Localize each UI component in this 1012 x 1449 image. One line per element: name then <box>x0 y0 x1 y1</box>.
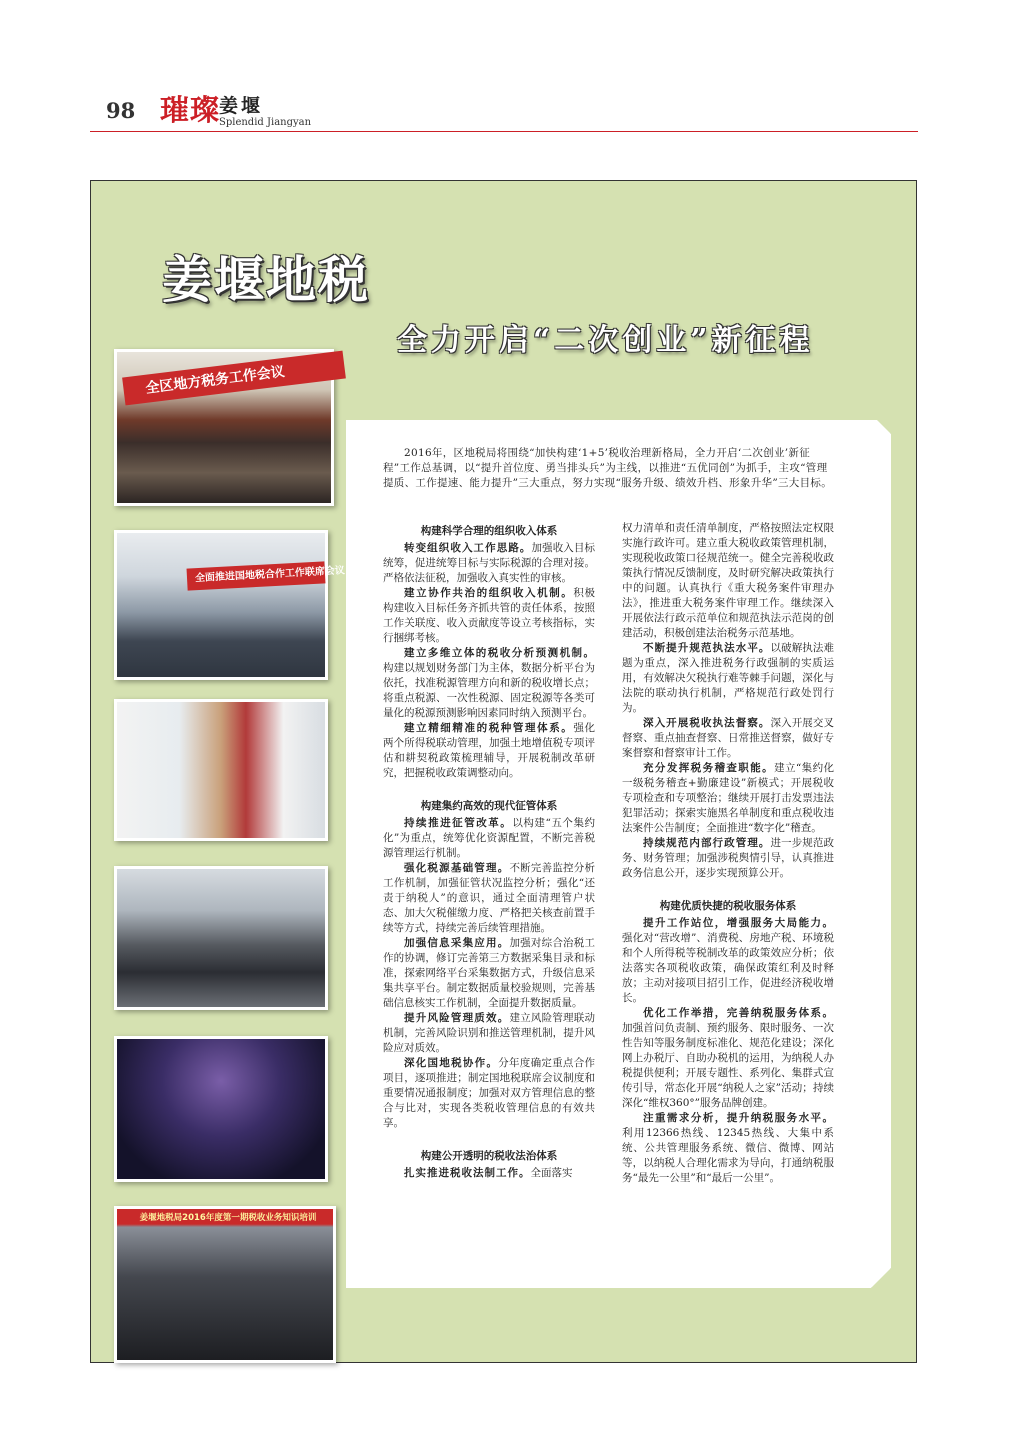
paragraph-text: 不断完善监控分析工作机制，加强征管状况监控分析；强化“还责于纳税人”的意识，通过全面清理管户状态、加大欠税催缴力度、严格把关核查前置手续等方式，持续完善后续管理措施。 <box>383 862 595 934</box>
article-subtitle: 全力开启“二次创业”新征程 <box>397 323 814 358</box>
paragraph <box>622 641 834 716</box>
header-rule <box>90 131 918 132</box>
photo-stage-event <box>114 1036 328 1182</box>
section-heading: 构建科学合理的组织收入体系 <box>420 525 558 537</box>
article-intro: 2016年，区地税局将围绕“加快构建‘1+5’税收治理新格局，全力开启‘二次创业’新征程”工作总基调，以“提升首位度、勇当排头兵”为主线，以推进“五优同创”为抓手，主攻“管理提质、工作提速、能力提升”三大重点，努力实现“服务升级、绩效升档、形象升华”三大目标。 <box>383 447 833 489</box>
paragraph-text: 全面落实 <box>530 1167 573 1179</box>
paragraph-lead: 扎实推进税收法制工作。 <box>404 1167 531 1179</box>
page-number: 98 <box>106 98 136 123</box>
photo-training-session <box>114 1206 336 1363</box>
paragraph-text: 深入开展交叉督察、重点抽查督察、日常推送督察，做好专案督察和督察审计工作。 <box>622 717 834 759</box>
article-column-2 <box>622 521 834 1186</box>
paragraph-text: 分年度确定重点合作项目，逐项推进；制定国地税联席会议制度和重要情况通报制度；加强对双方管理信息的整合与比对，实现各类税收管理信息的有效共享。 <box>383 1057 595 1129</box>
paragraph <box>383 861 595 936</box>
section-heading: 构建集约高效的现代征管体系 <box>420 800 558 812</box>
paragraph <box>383 816 595 861</box>
paragraph: 权力清单和责任清单制度，严格按照法定权限实施行政许可。建立重大税收政策管理机制，实现税收政策口径规范统一。健全完善税收政策执行情况反馈制度，及时研究解决政策执行中的问题。认真执行《重大税务案件审理办法》，推进重大税务案件审理工作。继续深入开展依法行政示范单位和规范执法示范岗的创建活动，积极创建法治税务示范基地。 <box>622 522 834 639</box>
paragraph <box>622 1006 834 1111</box>
paragraph-text: 加强首问负责制、预约服务、限时服务、一次性告知等服务制度标准化、规范化建设；深化网上办税厅、自助办税机的运用，为纳税人办税提供便利；开展专题性、系列化、集群式宣传引导，常态化开展“纳税人之家”活动；持续深化“维权360°”服务品牌创建。 <box>622 1022 834 1109</box>
paragraph-lead: 建立多维立体的税收分析预测机制。 <box>404 647 595 659</box>
paragraph-text: 以破解执法难题为重点，深入推进税务行政强制的实质运用，有效解决欠税执行难等棘手问题，深化与法院的联动执行机制，严格规范行政处罚行为。 <box>622 642 834 714</box>
paragraph-text: 加强对综合治税工作的协调，修订完善第三方数据采集目录和标准，探索网络平台采集数据方式，升级信息采集共享平台。制定数据质量校验规则，完善基础信息核实工作机制，全面提升数据质量。 <box>383 937 595 1009</box>
paragraph-lead: 充分发挥税务稽查职能。 <box>643 762 775 774</box>
paragraph-text: 建立风险管理联动机制，完善风险识别和推送管理机制，提升风险应对质效。 <box>383 1012 595 1054</box>
section-heading: 构建公开透明的税收法治体系 <box>420 1150 558 1162</box>
paragraph-text: 以构建“五个集约化”为重点，统筹优化资源配置，不断完善税源管理运行机制。 <box>383 817 596 859</box>
paragraph-lead: 不断提升规范执法水平。 <box>643 642 771 654</box>
photo-banner: 全面推进国地税合作工作联席会议 <box>187 561 326 590</box>
paragraph-lead: 提升风险管理质效。 <box>404 1012 510 1024</box>
paragraph-lead: 强化税源基础管理。 <box>404 862 510 874</box>
brand-logo-red: 璀璨 <box>160 93 221 127</box>
paragraph-text: 强化两个所得税联动管理，加强土地增值税专项评估和耕契税政策梳理辅导，开展税制改革研究，把握税收政策调整动向。 <box>383 722 596 779</box>
paragraph-text: 加强收入目标统筹，促进统筹目标与实际税源的合理对接。严格依法征税，加强收入真实性的审核。 <box>383 542 595 584</box>
paragraph <box>383 936 595 1011</box>
paragraph <box>383 586 595 646</box>
paragraph <box>622 761 834 836</box>
paragraph <box>622 716 834 761</box>
paragraph-lead: 转变组织收入工作思路。 <box>404 542 532 554</box>
paragraph-lead: 深化国地税协作。 <box>404 1057 499 1069</box>
photo-street-promotion <box>114 866 328 1010</box>
paragraph <box>622 1111 834 1186</box>
paragraph <box>383 721 595 781</box>
section-heading: 构建优质快捷的税收服务体系 <box>659 900 797 912</box>
paragraph-text: 强化对“营改增”、消费税、房地产税、环境税和个人所得税等税制改革的政策效应分析；依法落实各项税收政策，确保政策红利及时释放；主动对接项目招引工作，促进经济税收增长。 <box>622 932 834 1004</box>
photo-joint-meeting <box>114 530 346 680</box>
photo-service-hall <box>114 699 328 841</box>
paragraph <box>383 1011 595 1056</box>
paragraph-text: 构建以规划财务部门为主体，数据分析平台为依托，找准税源管理方向和新的税收增长点；将重点税源、一次性税源、固定税源等各类可量化的税源预测影响因素同时纳入预测平台。 <box>383 662 595 719</box>
paragraph <box>383 646 595 721</box>
paragraph-lead: 深入开展税收执法督察。 <box>643 717 771 729</box>
photo-banner: 全区地方税务工作会议 <box>122 351 346 406</box>
brand-name: 姜堰 <box>219 95 264 117</box>
paragraph-lead: 优化工作举措，完善纳税服务体系。 <box>643 1007 834 1019</box>
paragraph <box>383 541 595 586</box>
paragraph-text: 积极构建收入目标任务齐抓共管的责任体系，按照工作关联度、收入贡献度等设立考核指标，实行捆绑考核。 <box>383 587 596 644</box>
paragraph-text: 建立“集约化一级税务稽查+勤廉建设”新模式；开展税收专项检查和专项整治；继续开展打击发票违法犯罪活动；探索实施黑名单制度和重点税收违法案件公告制度；全面推进“数字化”稽查。 <box>622 762 835 834</box>
paragraph-lead: 提升工作站位，增强服务大局能力。 <box>643 917 834 929</box>
paragraph <box>383 1056 595 1131</box>
photo-tax-work-conference <box>114 349 334 506</box>
paragraph-lead: 加强信息采集应用。 <box>404 937 510 949</box>
paragraph-lead: 持续推进征管改革。 <box>404 817 513 829</box>
article-title: 姜堰地税 <box>162 250 370 309</box>
brand-english: Splendid Jiangyan <box>219 117 312 128</box>
paragraph-text: 利用12366热线、12345热线、大集中系统、公共管理服务系统、微信、微博、网站等，以纳税人合理化需求为导向，打通纳税服务“最先一公里”和“最后一公里”。 <box>622 1127 834 1184</box>
paragraph-lead: 建立精细精准的税种管理体系。 <box>404 722 574 734</box>
paragraph-lead: 注重需求分析，提升纳税服务水平。 <box>643 1112 834 1124</box>
article-column-1 <box>383 521 595 1181</box>
paragraph-lead: 持续规范内部行政管理。 <box>643 837 771 849</box>
paragraph <box>622 836 834 881</box>
paragraph <box>383 1166 595 1181</box>
paragraph-lead: 建立协作共治的组织收入机制。 <box>404 587 574 599</box>
paragraph <box>622 916 834 1006</box>
photo-banner: 姜堰地税局2016年度第一期税收业务知识培训 <box>139 1213 317 1223</box>
paragraph-text: 进一步规范政务、财务管理；加强涉税舆情引导，认真推进政务信息公开，逐步实现预算公开。 <box>622 837 834 879</box>
